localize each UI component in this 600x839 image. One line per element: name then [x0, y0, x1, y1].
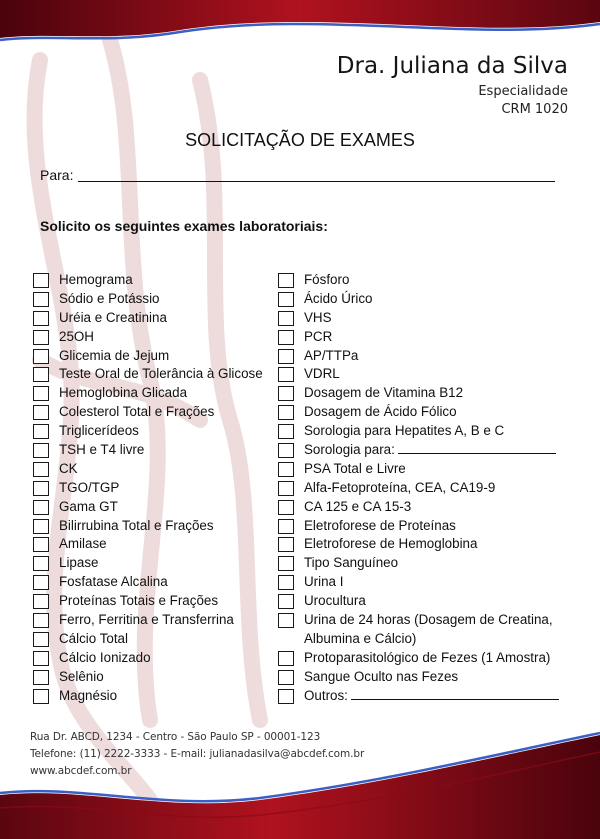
exam-checkbox[interactable] — [278, 386, 294, 401]
exam-checkbox[interactable] — [33, 424, 49, 439]
exam-item — [278, 480, 574, 499]
exam-checkbox[interactable] — [278, 273, 294, 288]
exam-item — [33, 612, 263, 631]
exam-checkbox[interactable] — [278, 575, 294, 590]
outros-field[interactable] — [351, 699, 559, 700]
exam-item — [33, 574, 263, 593]
exam-label: Teste Oral de Tolerância à Glicose — [59, 366, 263, 382]
exam-checkbox[interactable] — [33, 689, 49, 704]
exam-item — [278, 518, 574, 537]
exam-item — [33, 669, 263, 688]
exam-checkbox[interactable] — [33, 670, 49, 685]
exam-label: Cálcio Total — [59, 630, 128, 646]
exam-label: Eletroforese de Proteínas — [304, 517, 456, 533]
exam-label: Eletroforese de Hemoglobina — [304, 536, 478, 552]
exam-label: AP/TTPa — [304, 347, 359, 363]
exam-item — [33, 536, 263, 555]
exam-item — [278, 366, 574, 385]
exam-checkbox[interactable] — [278, 292, 294, 307]
doctor-name: Dra. Juliana da Silva — [336, 53, 568, 79]
exam-checkbox[interactable] — [33, 330, 49, 345]
exam-checkbox[interactable] — [33, 311, 49, 326]
exam-item — [33, 423, 263, 442]
exam-item — [33, 555, 263, 574]
exam-checkbox[interactable] — [33, 613, 49, 628]
exam-checkbox[interactable] — [278, 311, 294, 326]
exam-label: Glicemia de Jejum — [59, 347, 170, 363]
exam-checkbox[interactable] — [33, 405, 49, 420]
exam-checkbox[interactable] — [278, 556, 294, 571]
exam-checkbox[interactable] — [278, 424, 294, 439]
exam-checkbox[interactable] — [278, 689, 294, 704]
exam-checkbox[interactable] — [278, 405, 294, 420]
exam-item — [33, 348, 263, 367]
exam-checkbox[interactable] — [33, 556, 49, 571]
exam-item — [278, 555, 574, 574]
exam-item — [33, 518, 263, 537]
exam-label: Fosfatase Alcalina — [59, 574, 168, 590]
exam-item — [278, 574, 574, 593]
exam-item — [278, 348, 574, 367]
exam-checkbox[interactable] — [278, 481, 294, 496]
exam-label: Tipo Sanguíneo — [304, 555, 399, 571]
exam-checkbox[interactable] — [33, 500, 49, 515]
exam-item — [278, 499, 574, 518]
exam-label: Gama GT — [59, 498, 118, 514]
exam-checkbox[interactable] — [278, 367, 294, 382]
exam-item — [278, 593, 574, 612]
exam-label: Colesterol Total e Frações — [59, 404, 215, 420]
exam-item — [33, 631, 263, 650]
exam-label: Ácido Úrico — [304, 290, 373, 306]
exam-label: VHS — [304, 309, 332, 325]
exam-checkbox[interactable] — [33, 519, 49, 534]
exam-item — [278, 385, 574, 404]
exam-label: Urocultura — [304, 593, 366, 609]
exam-checkbox[interactable] — [33, 273, 49, 288]
exam-item — [33, 461, 263, 480]
exam-checkbox[interactable] — [278, 651, 294, 666]
page-title: SOLICITAÇÃO DE EXAMES — [185, 130, 415, 150]
exam-label: Hemoglobina Glicada — [59, 385, 188, 401]
exam-item — [278, 650, 574, 669]
exam-label: Proteínas Totais e Frações — [59, 593, 219, 609]
exam-list-left — [33, 272, 263, 706]
exam-checkbox[interactable] — [278, 330, 294, 345]
exam-label: Cálcio Ionizado — [59, 649, 151, 665]
exam-checkbox[interactable] — [33, 349, 49, 364]
exam-checkbox[interactable] — [278, 443, 294, 458]
exam-label: Dosagem de Vitamina B12 — [304, 385, 464, 401]
exam-label: Bilirrubina Total e Frações — [59, 517, 214, 533]
exam-label: Triglicerídeos — [59, 423, 139, 439]
exam-checkbox[interactable] — [33, 462, 49, 477]
exam-label: PSA Total e Livre — [304, 460, 406, 476]
exam-item — [33, 404, 263, 423]
exam-item — [33, 385, 263, 404]
exam-item — [278, 536, 574, 555]
sorologia-para-label: Sorologia para: — [304, 442, 395, 458]
exam-checkbox[interactable] — [278, 462, 294, 477]
exam-item — [278, 310, 574, 329]
exam-item — [33, 442, 263, 461]
exam-label: Selênio — [59, 668, 104, 684]
footer-address: Rua Dr. ABCD, 1234 - Centro - São Paulo SP - 00001-123 — [30, 731, 321, 743]
exam-checkbox[interactable] — [33, 292, 49, 307]
exam-label: Hemograma — [59, 272, 133, 287]
exam-label: CA 125 e CA 15-3 — [304, 498, 412, 514]
exam-label: Magnésio — [59, 687, 118, 703]
sorologia-para-field[interactable] — [398, 453, 556, 454]
exam-checkbox[interactable] — [278, 613, 294, 628]
exam-item — [278, 442, 574, 461]
exam-checkbox[interactable] — [278, 537, 294, 552]
exam-checkbox[interactable] — [33, 575, 49, 590]
exam-label: PCR — [304, 328, 333, 344]
para-field[interactable] — [78, 181, 555, 182]
exam-item — [33, 688, 263, 707]
exam-checkbox[interactable] — [278, 500, 294, 515]
doctor-specialty: Especialidade — [478, 84, 568, 99]
exam-label: Amilase — [59, 536, 107, 552]
exam-label: Sangue Oculto nas Fezes — [304, 668, 459, 684]
exam-label — [304, 442, 556, 457]
exam-label: Sorologia para Hepatites A, B e C — [304, 423, 505, 439]
exam-checkbox[interactable] — [33, 386, 49, 401]
exam-checkbox[interactable] — [33, 537, 49, 552]
exam-label: Fósforo — [304, 272, 350, 287]
exam-item — [33, 366, 263, 385]
exam-label: VDRL — [304, 366, 340, 382]
exam-label: Ferro, Ferritina e Transferrina — [59, 612, 234, 628]
exam-item — [278, 272, 574, 291]
exam-label: 25OH — [59, 328, 94, 344]
exam-checkbox[interactable] — [33, 632, 49, 647]
exam-item — [278, 612, 574, 650]
exam-item — [278, 329, 574, 348]
exam-item — [33, 499, 263, 518]
outros-label: Outros: — [304, 687, 348, 703]
exam-label: TSH e T4 livre — [59, 442, 145, 458]
exam-label: Urina I — [304, 574, 344, 590]
exam-item — [33, 480, 263, 499]
exam-item — [33, 593, 263, 612]
exam-checkbox[interactable] — [278, 349, 294, 364]
exam-label: Urina de 24 horas (Dosagem de Creatina, Albumina e Cálcio) — [304, 612, 553, 646]
exam-checkbox[interactable] — [33, 367, 49, 382]
footer-website: www.abcdef.com.br — [30, 765, 132, 777]
exam-checkbox[interactable] — [278, 594, 294, 609]
exam-checkbox[interactable] — [33, 481, 49, 496]
exam-item — [278, 461, 574, 480]
exam-list-right — [278, 272, 574, 707]
exam-label: Uréia e Creatinina — [59, 309, 167, 325]
exam-label: TGO/TGP — [59, 479, 120, 495]
exam-label: Alfa-Fetoproteína, CEA, CA19-9 — [304, 479, 496, 495]
exam-label: Dosagem de Ácido Fólico — [304, 404, 457, 420]
exam-item — [278, 291, 574, 310]
doctor-crm: CRM 1020 — [501, 102, 568, 117]
exam-checkbox[interactable] — [278, 519, 294, 534]
exam-item — [278, 423, 574, 442]
footer-contact: Telefone: (11) 2222-3333 - E-mail: julianadasilva@abcdef.com.br — [30, 748, 365, 760]
exam-label: CK — [59, 460, 78, 476]
exam-item — [33, 272, 263, 291]
exam-label — [304, 688, 559, 703]
exam-item — [33, 650, 263, 669]
exam-checkbox[interactable] — [33, 443, 49, 458]
exam-item — [278, 404, 574, 423]
top-wave — [0, 0, 600, 38]
exam-label: Sódio e Potássio — [59, 290, 160, 306]
exam-item — [278, 669, 574, 688]
exam-checkbox[interactable] — [33, 651, 49, 666]
exam-checkbox[interactable] — [278, 670, 294, 685]
exam-checkbox[interactable] — [33, 594, 49, 609]
intro-text: Solicito os seguintes exames laboratoriais: — [40, 218, 328, 234]
exam-item — [33, 329, 263, 348]
para-label: Para: — [40, 167, 74, 183]
exam-label: Protoparasitológico de Fezes (1 Amostra) — [304, 649, 551, 665]
exam-label: Lipase — [59, 555, 99, 571]
exam-item — [278, 688, 574, 707]
exam-item — [33, 310, 263, 329]
exam-item — [33, 291, 263, 310]
